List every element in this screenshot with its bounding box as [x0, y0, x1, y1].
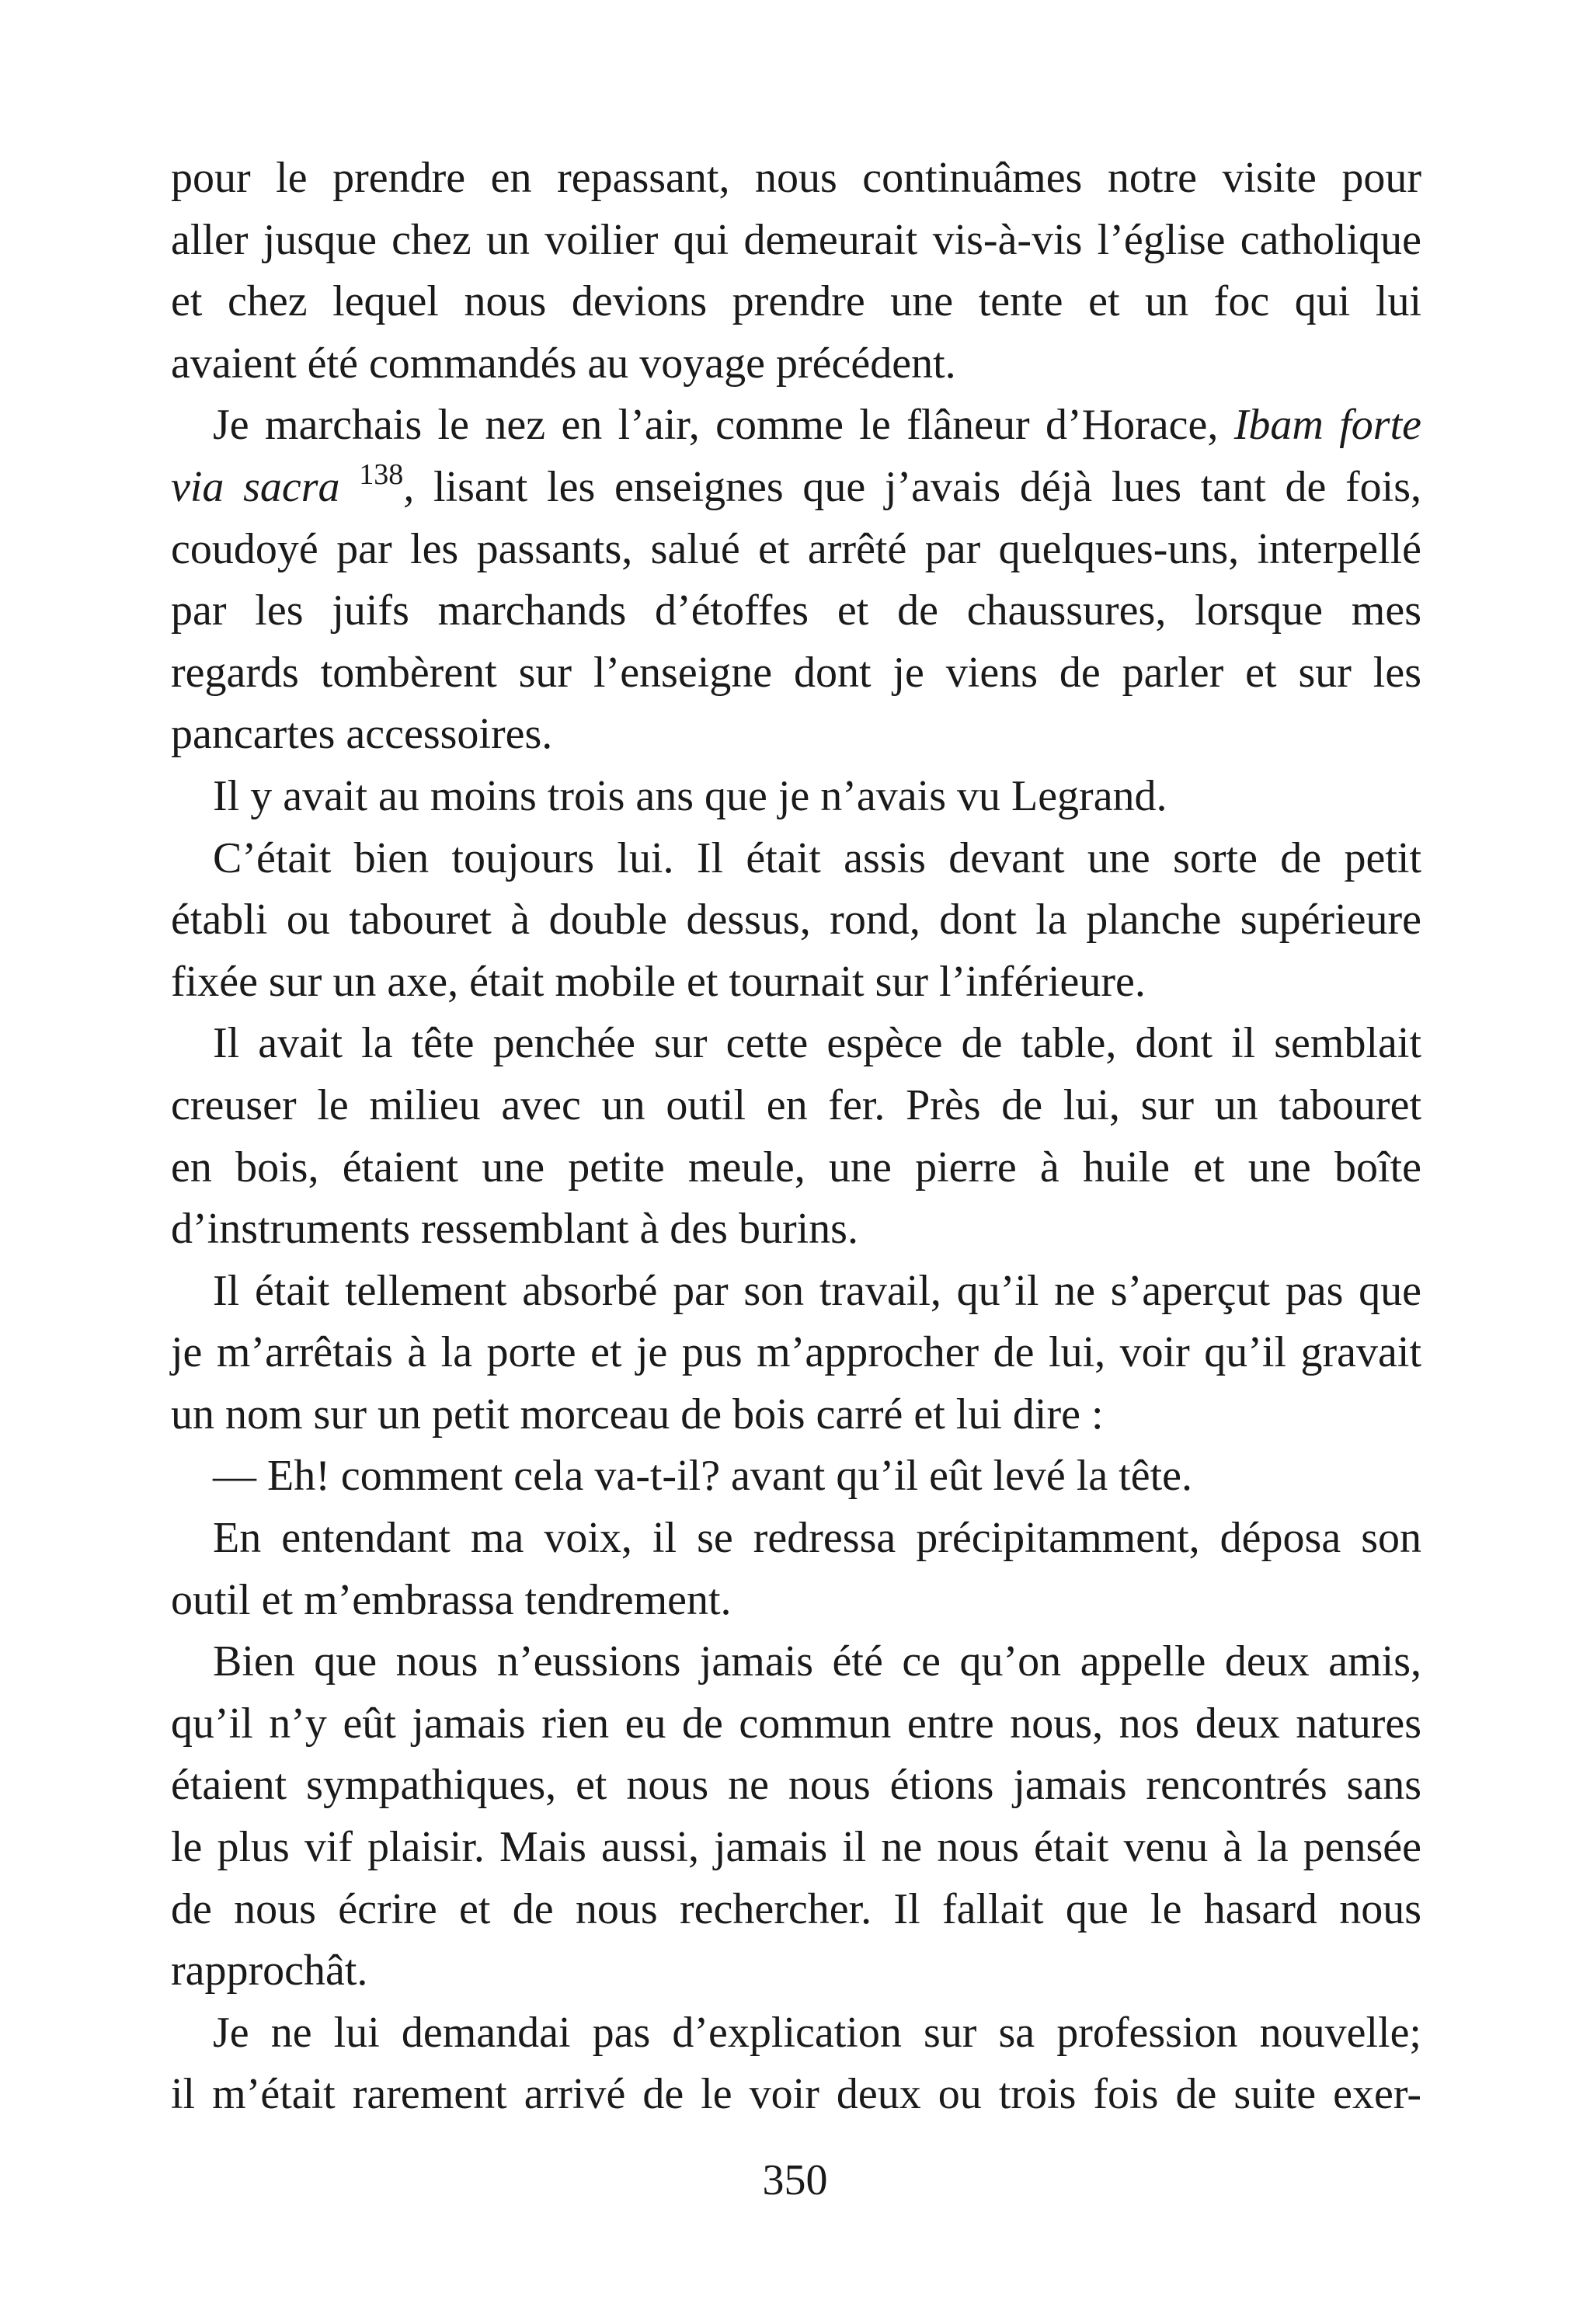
text-line: fixée sur un axe, était mobile et tournait sur l’inférieure.	[171, 957, 1146, 1006]
text-line: Il était tellement absorbé par son travail, qu’il ne s’aperçut pas que	[213, 1266, 1421, 1315]
text-line: un nom sur un petit morceau de bois carré et lui dire :	[171, 1390, 1104, 1439]
text-line: pancartes accessoires.	[171, 710, 553, 759]
text-line: Je ne lui demandai pas d’explication sur sa profession nouvelle;	[213, 2008, 1421, 2057]
latin-quote: Ibam forte	[1233, 401, 1421, 450]
footnote-ref: 138	[359, 457, 404, 491]
text-line: Il y avait au moins trois ans que je n’avais vu Legrand.	[213, 771, 1167, 820]
text-line: outil et m’embrassa tendrement.	[171, 1575, 732, 1624]
text-line: Je marchais le nez en l’air, comme le flâneur d’Horace, Ibam forte	[213, 401, 1421, 450]
text-line: coudoyé par les passants, salué et arrêté par quelques-uns, interpellé	[171, 524, 1421, 573]
text-line: C’était bien toujours lui. Il était assis devant une sorte de petit	[213, 833, 1421, 882]
text-line: je m’arrêtais à la porte et je pus m’approcher de lui, voir qu’il gravait	[171, 1328, 1421, 1377]
text-line: qu’il n’y eût jamais rien eu de commun entre nous, nos deux natures	[171, 1699, 1421, 1748]
text-line: regards tombèrent sur l’enseigne dont je viens de parler et sur les	[171, 648, 1421, 697]
text-line: aller jusque chez un voilier qui demeurait vis-à-vis l’église catholique	[171, 215, 1421, 264]
text-line: pour le prendre en repassant, nous continuâmes notre visite pour	[171, 154, 1421, 202]
text-line: étaient sympathiques, et nous ne nous étions jamais rencontrés sans	[171, 1761, 1421, 1810]
text-line: il m’était rarement arrivé de le voir deux ou trois fois de suite exer-	[171, 2070, 1421, 2119]
text-line: par les juifs marchands d’étoffes et de chaussures, lorsque mes	[171, 586, 1421, 635]
text-line: d’instruments ressemblant à des burins.	[171, 1205, 858, 1254]
text-line: en bois, étaient une petite meule, une pierre à huile et une boîte	[171, 1143, 1421, 1192]
text-line: établi ou tabouret à double dessus, rond, dont la planche supérieure	[171, 896, 1421, 945]
text-line: Bien que nous n’eussions jamais été ce qu’on appelle deux amis,	[213, 1637, 1421, 1686]
text-line: Il avait la tête penchée sur cette espèce de table, dont il semblait	[213, 1019, 1421, 1068]
text-line: avaient été commandés au voyage précédent.	[171, 339, 956, 388]
latin-quote: via sacra	[171, 462, 340, 511]
text-line: rapprochât.	[171, 1947, 368, 1995]
page-text	[171, 148, 1421, 2126]
text-line: de nous écrire et de nous rechercher. Il fallait que le hasard nous	[171, 1884, 1421, 1933]
dialogue-line: — Eh! comment cela va-t-il? avant qu’il eût levé la tête.	[213, 1452, 1193, 1501]
text-line: le plus vif plaisir. Mais aussi, jamais il ne nous était venu à la pensée	[171, 1823, 1421, 1872]
text-line: creuser le milieu avec un outil en fer. Près de lui, sur un tabouret	[171, 1080, 1421, 1129]
text-line: et chez lequel nous devions prendre une tente et un foc qui lui	[171, 277, 1421, 326]
text-line: En entendant ma voix, il se redressa précipitamment, déposa son	[213, 1514, 1421, 1563]
page-number: 350	[762, 2156, 828, 2204]
text-line: via sacra $^{138}$, lisant les enseignes que j’avais déjà lues tant de fois,	[171, 457, 1422, 511]
